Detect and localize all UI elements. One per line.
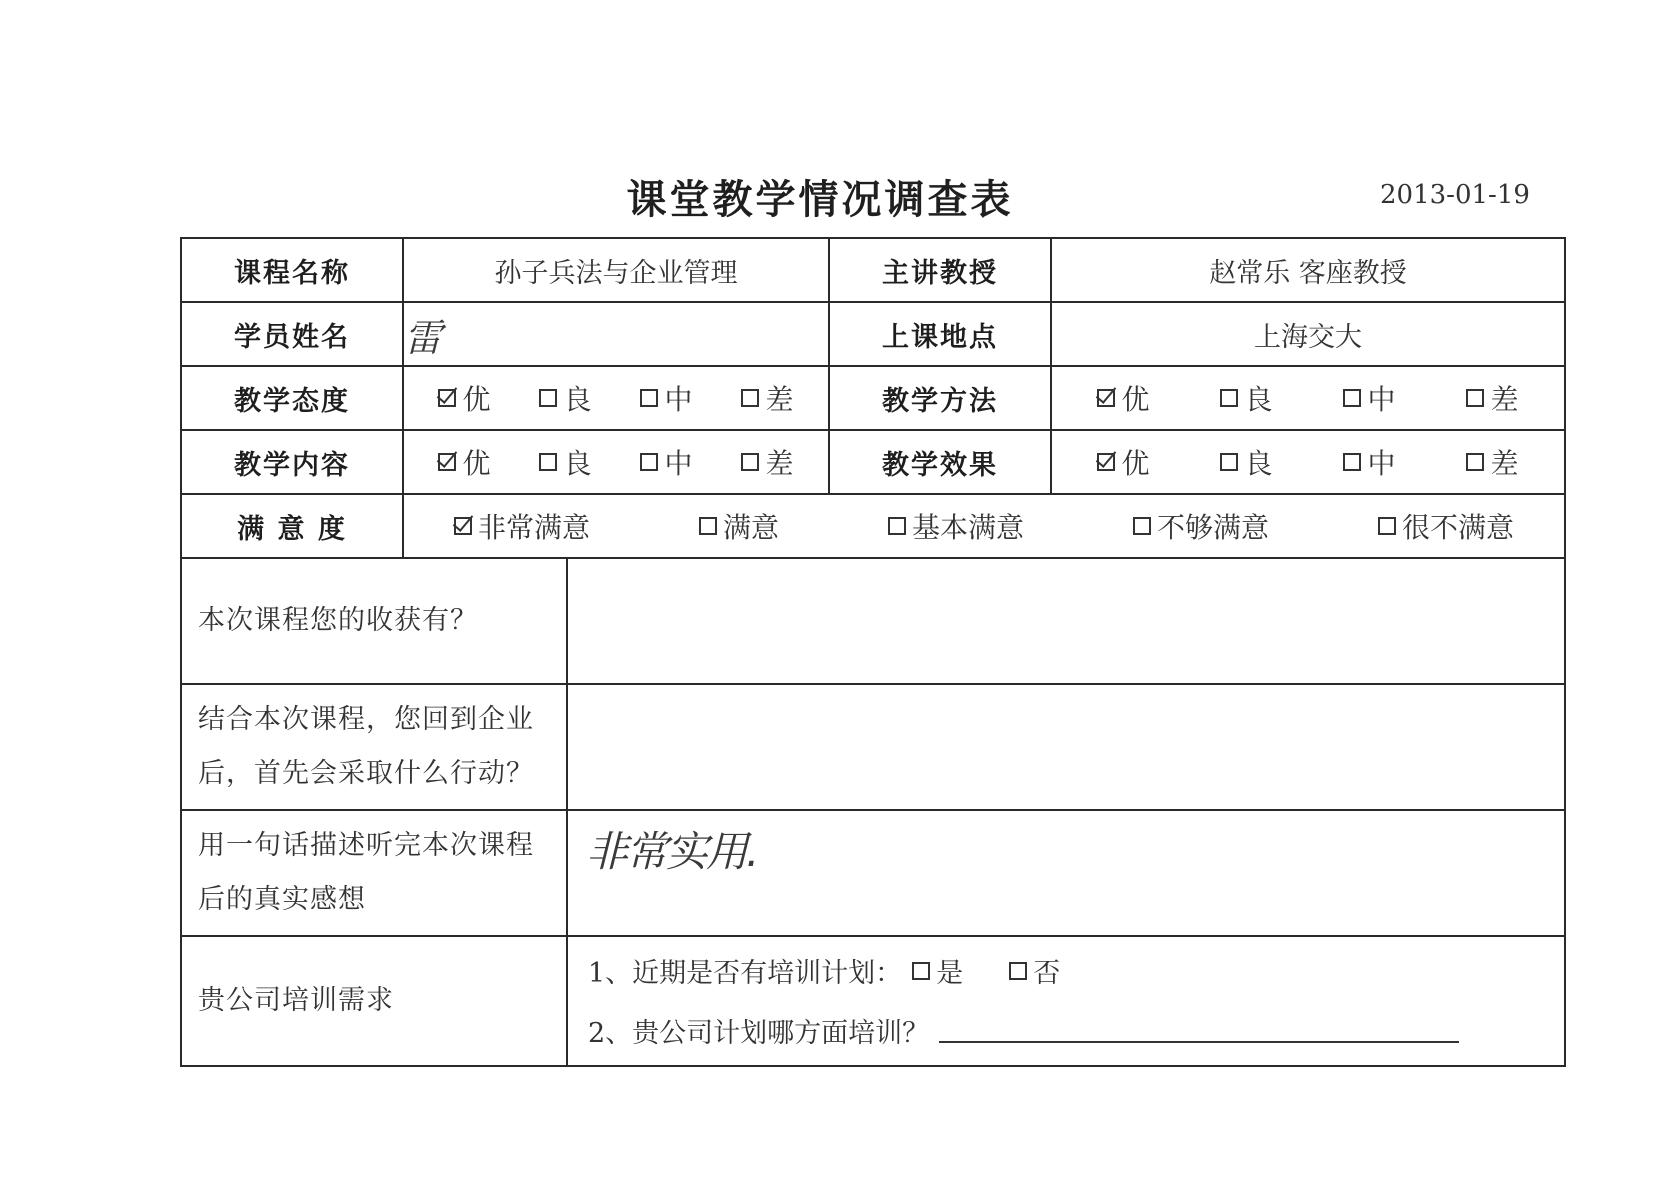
- checkbox-icon[interactable]: [1466, 453, 1484, 471]
- checkbox-icon[interactable]: [539, 453, 557, 471]
- rating-option-label: 优: [1121, 447, 1150, 481]
- rating-option[interactable]: [741, 378, 793, 418]
- survey-form: [180, 237, 1566, 1067]
- checkbox-icon[interactable]: [539, 389, 557, 407]
- question-feeling: 用一句话描述听完本次课程后的真实感想: [181, 810, 567, 936]
- training-plan-option-label: 是: [936, 958, 964, 990]
- training-area-question: 2、贵公司计划哪方面培训？: [588, 1018, 930, 1050]
- rating-option[interactable]: [640, 378, 692, 418]
- satisfaction-option-label: 非常满意: [478, 511, 591, 545]
- rating-option-label: 良: [563, 447, 592, 481]
- satisfaction-option-label: 不够满意: [1156, 511, 1269, 545]
- student-name-label: 学员姓名: [181, 302, 403, 366]
- rating-option[interactable]: [539, 442, 591, 482]
- checkbox-icon[interactable]: [1133, 517, 1151, 535]
- checkbox-checked-icon[interactable]: [454, 517, 472, 535]
- satisfaction-option[interactable]: [454, 506, 590, 546]
- answer-gains[interactable]: [567, 558, 1565, 684]
- training-plan-option[interactable]: [912, 951, 963, 990]
- checkbox-checked-icon[interactable]: [1097, 389, 1115, 407]
- course-name-label: 课程名称: [181, 238, 403, 302]
- rating-option-label: 差: [765, 383, 794, 417]
- training-plan-option-label: 否: [1033, 958, 1061, 990]
- satisfaction-option[interactable]: [1378, 506, 1514, 546]
- training-plan-option[interactable]: [1009, 951, 1060, 990]
- location-value[interactable]: 上海交大: [1051, 302, 1565, 366]
- satisfaction-options: [403, 494, 1565, 558]
- satisfaction-option[interactable]: [699, 506, 779, 546]
- rating-option-label: 中: [1367, 447, 1396, 481]
- effect-options: [1051, 430, 1565, 494]
- rating-option[interactable]: [1466, 378, 1518, 418]
- satisfaction-option-label: 满意: [722, 511, 779, 545]
- survey-date: 2013-01-19: [1380, 180, 1530, 210]
- checkbox-checked-icon[interactable]: [438, 453, 456, 471]
- rating-option-label: 差: [1490, 383, 1519, 417]
- checkbox-icon[interactable]: [1378, 517, 1396, 535]
- student-name-value[interactable]: 雷: [403, 302, 829, 366]
- method-options: [1051, 366, 1565, 430]
- checkbox-checked-icon[interactable]: [438, 389, 456, 407]
- checkbox-icon[interactable]: [1466, 389, 1484, 407]
- satisfaction-option[interactable]: [1133, 506, 1269, 546]
- answer-action[interactable]: [567, 684, 1565, 810]
- satisfaction-label: 满 意 度: [181, 494, 403, 558]
- training-area-input[interactable]: [939, 1019, 1459, 1043]
- rating-option[interactable]: [539, 378, 591, 418]
- question-gains: 本次课程您的收获有？: [181, 558, 567, 684]
- checkbox-icon[interactable]: [1343, 453, 1361, 471]
- checkbox-icon[interactable]: [888, 517, 906, 535]
- rating-option-label: 中: [664, 383, 693, 417]
- rating-option-label: 中: [1367, 383, 1396, 417]
- checkbox-icon[interactable]: [1220, 453, 1238, 471]
- rating-option[interactable]: [1097, 442, 1149, 482]
- rating-option[interactable]: [1220, 442, 1272, 482]
- rating-option-label: 良: [563, 383, 592, 417]
- training-needs-label: 贵公司培训需求: [181, 936, 567, 1066]
- location-label: 上课地点: [829, 302, 1051, 366]
- rating-option-label: 优: [1121, 383, 1150, 417]
- professor-label: 主讲教授: [829, 238, 1051, 302]
- rating-option-label: 差: [765, 447, 794, 481]
- attitude-label: 教学态度: [181, 366, 403, 430]
- rating-option-label: 中: [664, 447, 693, 481]
- checkbox-icon[interactable]: [1343, 389, 1361, 407]
- checkbox-checked-icon[interactable]: [1097, 453, 1115, 471]
- checkbox-icon[interactable]: [912, 962, 930, 980]
- satisfaction-option[interactable]: [888, 506, 1024, 546]
- checkbox-icon[interactable]: [640, 389, 658, 407]
- checkbox-icon[interactable]: [741, 453, 759, 471]
- question-action: 结合本次课程，您回到企业后，首先会采取什么行动？: [181, 684, 567, 810]
- course-name-value[interactable]: 孙子兵法与企业管理: [403, 238, 829, 302]
- rating-option-label: 良: [1244, 447, 1273, 481]
- rating-option-label: 良: [1244, 383, 1273, 417]
- checkbox-icon[interactable]: [1009, 962, 1027, 980]
- rating-option[interactable]: [438, 442, 490, 482]
- rating-option[interactable]: [640, 442, 692, 482]
- rating-option[interactable]: [1220, 378, 1272, 418]
- satisfaction-option-label: 很不满意: [1401, 511, 1514, 545]
- rating-option[interactable]: [1466, 442, 1518, 482]
- content-label: 教学内容: [181, 430, 403, 494]
- training-needs: [567, 936, 1565, 1066]
- rating-option[interactable]: [1343, 442, 1395, 482]
- checkbox-icon[interactable]: [640, 453, 658, 471]
- rating-option-label: 差: [1490, 447, 1519, 481]
- effect-label: 教学效果: [829, 430, 1051, 494]
- satisfaction-option-label: 基本满意: [911, 511, 1024, 545]
- answer-feeling[interactable]: 非常实用.: [567, 810, 1565, 936]
- professor-value[interactable]: 赵常乐 客座教授: [1051, 238, 1565, 302]
- checkbox-icon[interactable]: [699, 517, 717, 535]
- rating-option[interactable]: [1097, 378, 1149, 418]
- training-plan-question: 1、近期是否有培训计划：: [588, 958, 903, 990]
- content-options: [403, 430, 829, 494]
- rating-option[interactable]: [438, 378, 490, 418]
- page-title: 课堂教学情况调查表: [626, 177, 1014, 223]
- checkbox-icon[interactable]: [741, 389, 759, 407]
- rating-option-label: 优: [462, 383, 491, 417]
- rating-option-label: 优: [462, 447, 491, 481]
- rating-option[interactable]: [741, 442, 793, 482]
- rating-option[interactable]: [1343, 378, 1395, 418]
- attitude-options: [403, 366, 829, 430]
- method-label: 教学方法: [829, 366, 1051, 430]
- checkbox-icon[interactable]: [1220, 389, 1238, 407]
